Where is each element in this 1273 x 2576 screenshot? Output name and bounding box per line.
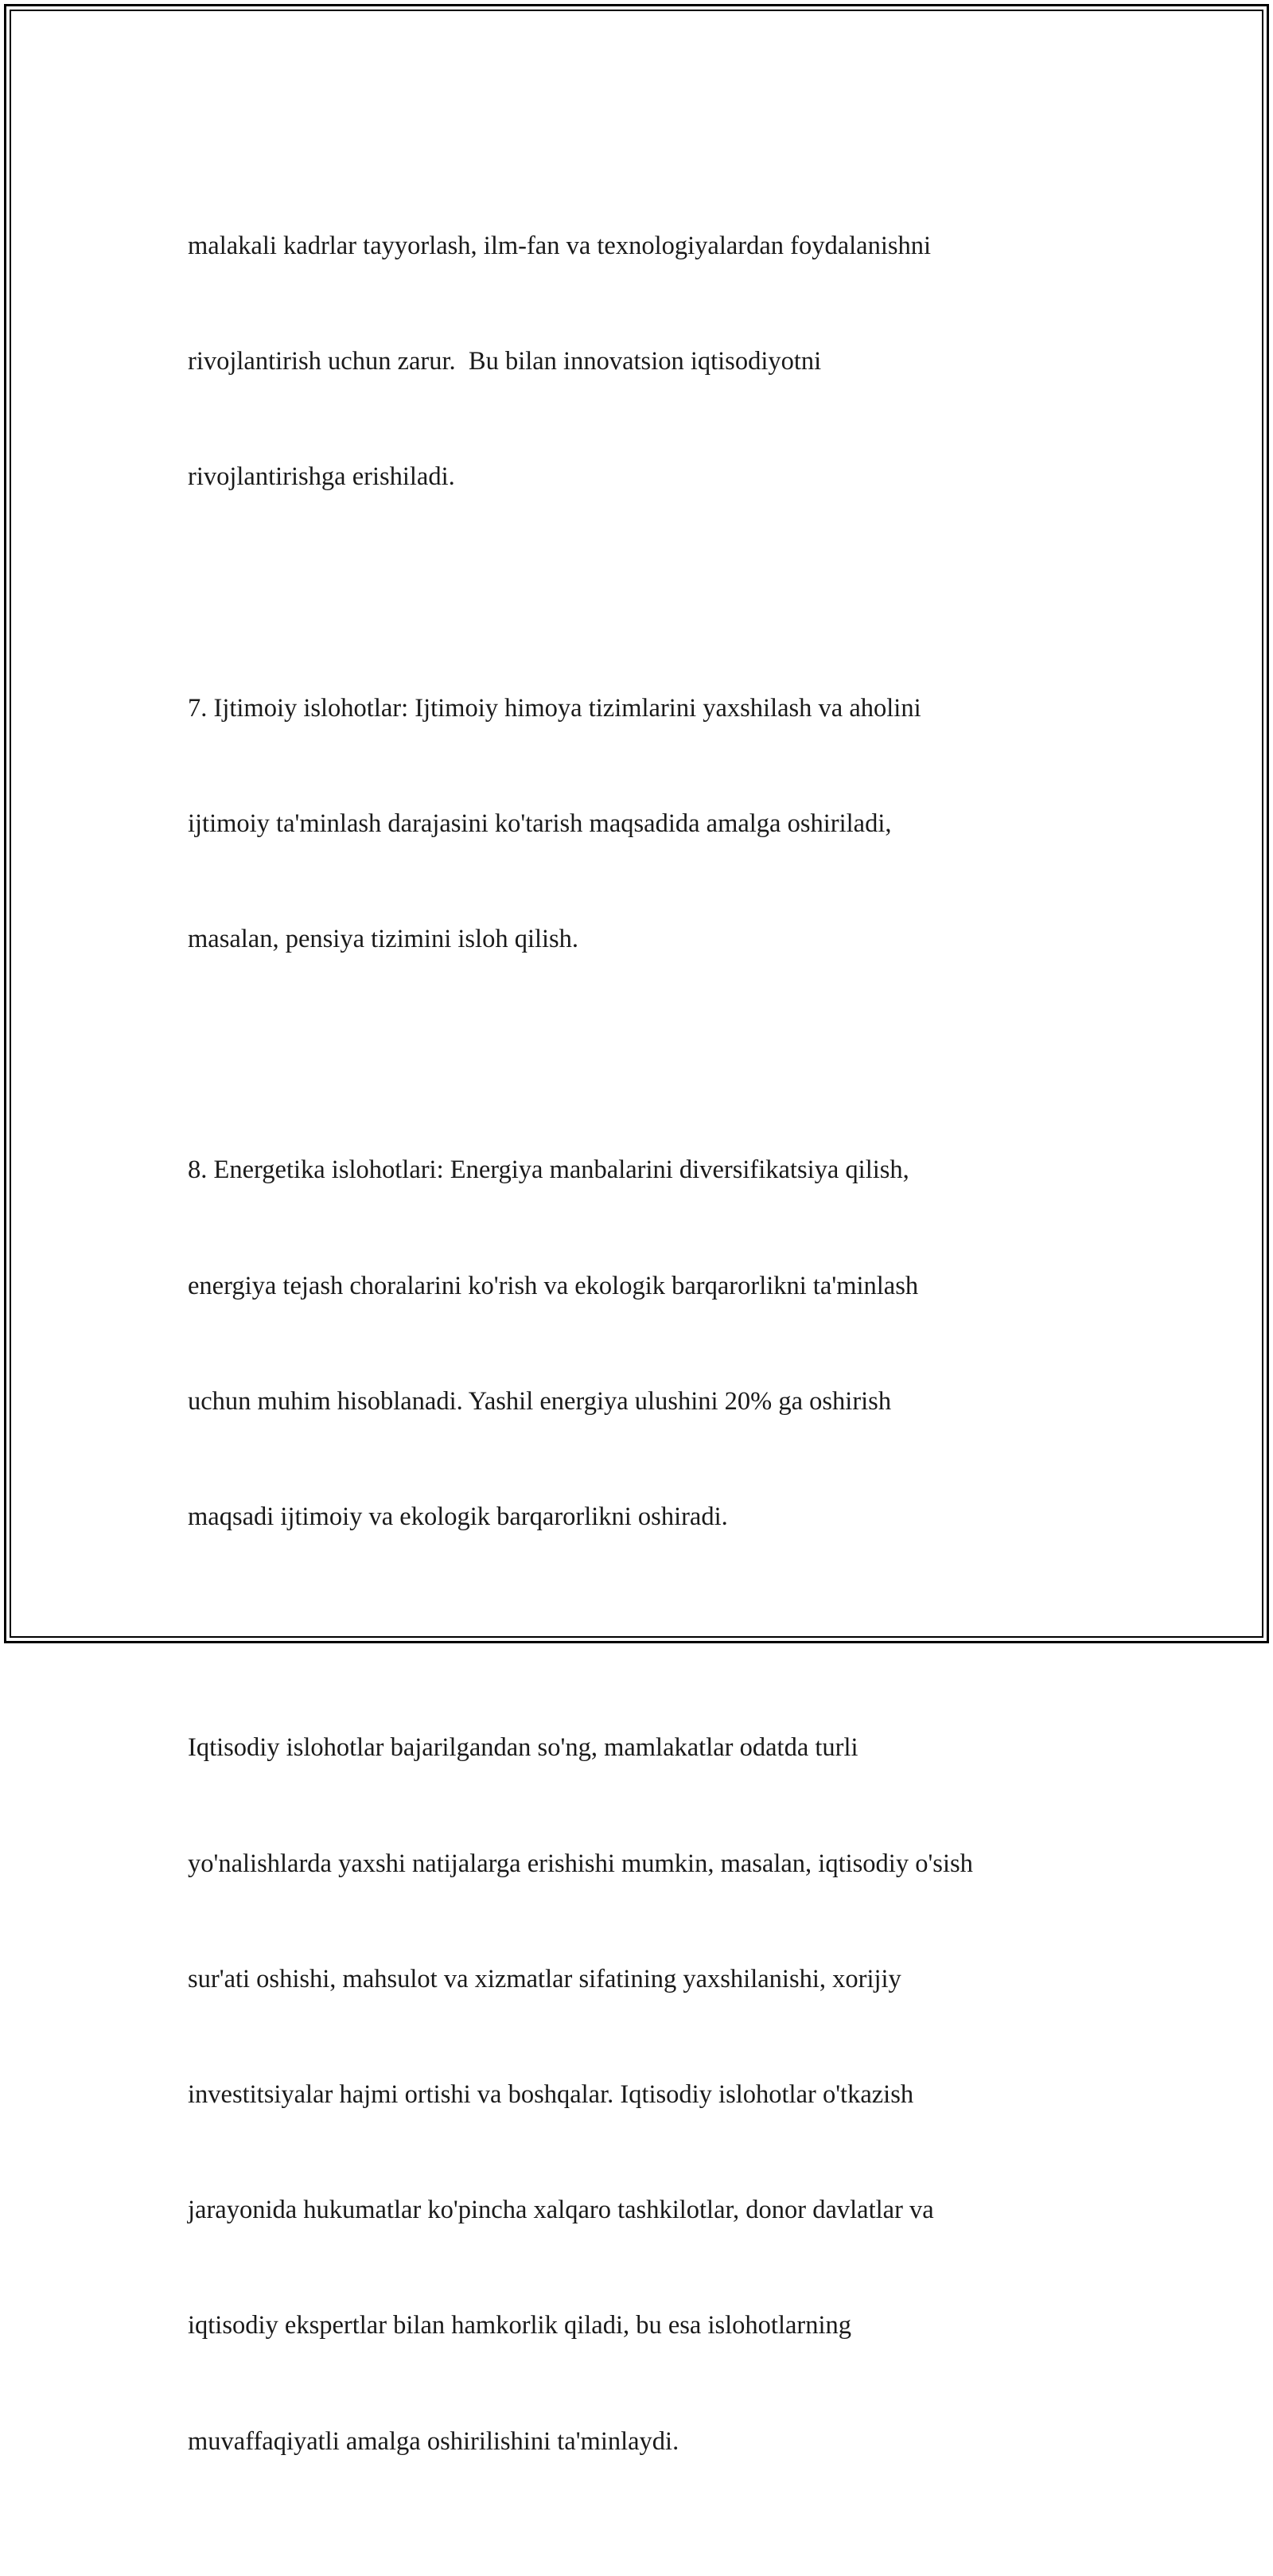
text-line: rivojlantirishga erishiladi. — [188, 462, 455, 492]
text-line: energiya tejash choralarini ko'rish va ekologik barqarorlikni ta'minlash — [188, 1271, 919, 1300]
text-line: ijtimoiy ta'minlash darajasini ko'tarish maqsadida amalga oshiriladi, — [188, 809, 892, 838]
text-line: 8. Energetika islohotlari: Energiya manbalarini diversifikatsiya qilish, — [188, 1155, 909, 1185]
text-line: Iqtisodiy islohotlar bajarilgandan so'ng, mamlakatlar odatda turli — [188, 1733, 858, 1763]
text-line: muvaffaqiyatli amalga oshirilishini ta'minlaydi. — [188, 2426, 679, 2456]
paragraph-conclusion — [188, 1652, 1095, 2538]
paragraph-energy-reforms — [188, 1074, 1095, 1614]
document-body — [188, 150, 1095, 2576]
text-line: masalan, pensiya tizimini isloh qilish. — [188, 925, 579, 954]
text-line: maqsadi ijtimoiy va ekologik barqarorlikni oshiradi. — [188, 1502, 728, 1532]
text-line: rivojlantirish uchun zarur. Bu bilan innovatsion iqtisodiyotni — [188, 347, 822, 376]
paragraph-education-continuation — [188, 150, 1095, 573]
paragraph-social-reforms — [188, 612, 1095, 1035]
text-line: investitsiyalar hajmi ortishi va boshqalar. Iqtisodiy islohotlar o'tkazish — [188, 2080, 914, 2110]
text-line: sur'ati oshishi, mahsulot va xizmatlar sifatining yaxshilanishi, xorijiy — [188, 1964, 901, 1993]
text-line: 7. Ijtimoiy islohotlar: Ijtimoiy himoya tizimlarini yaxshilash va aholini — [188, 693, 921, 723]
text-line: uchun muhim hisoblanadi. Yashil energiya ulushini 20% ga oshirish — [188, 1386, 892, 1416]
text-line: yo'nalishlarda yaxshi natijalarga erishishi mumkin, masalan, iqtisodiy o'sish — [188, 1849, 973, 1878]
text-line: iqtisodiy ekspertlar bilan hamkorlik qiladi, bu esa islohotlarning — [188, 2311, 852, 2340]
text-line: jarayonida hukumatlar ko'pincha xalqaro tashkilotlar, donor davlatlar va — [188, 2196, 934, 2225]
text-line: malakali kadrlar tayyorlash, ilm-fan va texnologiyalardan foydalanishni — [188, 231, 932, 260]
